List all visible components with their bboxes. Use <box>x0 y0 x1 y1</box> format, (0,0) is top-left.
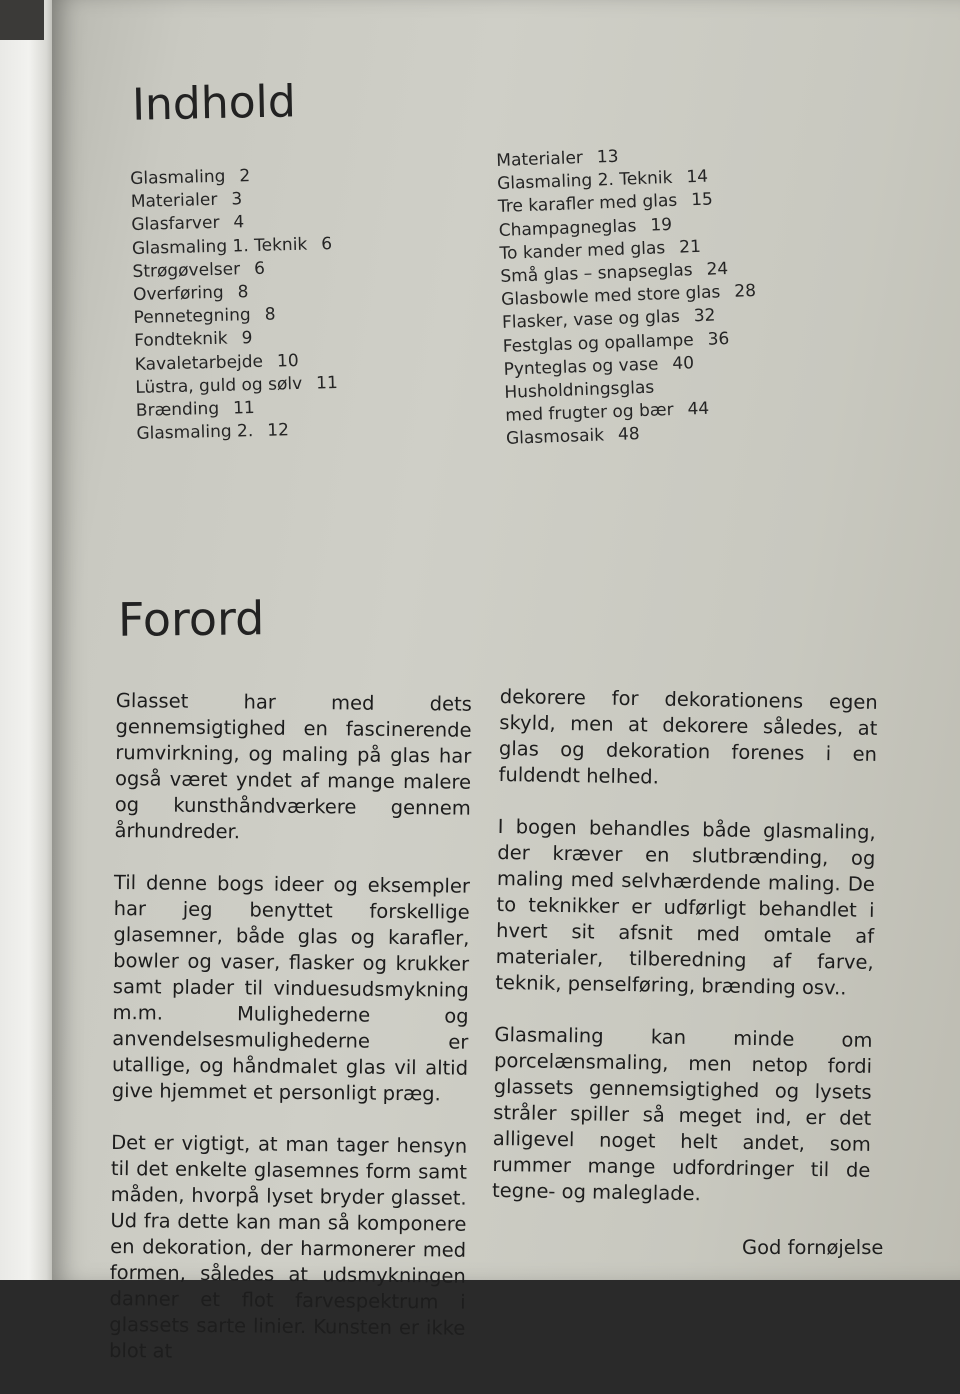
toc-entry-page: 4 <box>233 212 245 233</box>
toc-entry-label: Glasfarver <box>131 213 220 236</box>
toc-entry-page: 6 <box>321 233 333 254</box>
toc-entry-label: Strøgøvelser <box>132 259 241 282</box>
toc-entry-page: 6 <box>253 258 266 279</box>
toc-entry-page: 28 <box>734 281 757 302</box>
toc-entry-page: 15 <box>690 189 714 211</box>
toc-entry-page: 19 <box>650 214 673 236</box>
toc-entry-label: Tre karafler med glas <box>497 191 678 218</box>
toc-entry-label: Festglas og opallampe <box>502 329 694 357</box>
toc-entry-page: 11 <box>232 397 255 419</box>
toc-entry <box>132 233 335 261</box>
toc-entry-label: Materialer <box>496 147 584 171</box>
toc-entry-page: 21 <box>678 236 702 258</box>
background-corner <box>0 0 44 40</box>
toc-entry-label: Flasker, vase og glas <box>501 307 681 334</box>
preface-signoff: God fornøjelse <box>742 1236 884 1259</box>
toc-entry <box>136 418 339 446</box>
toc-entry-label: Glasmaling 1. Teknik <box>131 234 308 259</box>
toc-entry-page: 13 <box>596 146 619 168</box>
toc-entry-page: 40 <box>672 352 695 374</box>
toc-list-left <box>130 163 339 446</box>
toc-entry-label: Kavaletarbejde <box>134 351 264 375</box>
toc-entry-page <box>668 377 669 397</box>
preface-title: Forord <box>117 591 265 647</box>
toc-entry-label: Glasmaling <box>130 166 226 189</box>
preface-paragraph: Til denne bogs ideer og eksempler har jeg benyttet forskellige glasemner, både glas og karafler, bowler og vaser, flasker og krukker samt plader til vinduesudsmykning m.m. Mulighederne og anvendelsesmulighederne er utallige, og håndmalet glas vil altid give hjemmet et personligt præg. <box>111 870 471 1106</box>
toc-entry-page: 44 <box>687 398 710 420</box>
toc-entry-label: Overføring <box>132 282 224 305</box>
toc-entry-label: Fondteknik <box>133 328 228 352</box>
preface-paragraph: dekorere for dekorationens egen skyld, men at dekorere således, at glas og dekoration forenes i en fuldendt helhed. <box>498 684 878 789</box>
toc-entry-page: 2 <box>239 166 251 187</box>
toc-entry <box>135 372 338 400</box>
toc-entry-label: Lüstra, guld og sølv <box>135 373 303 398</box>
toc-entry-page: 8 <box>264 304 276 325</box>
toc-list-right <box>496 141 761 451</box>
toc-entry-label: med frugter og bær <box>504 400 674 426</box>
toc-entry-page: 24 <box>706 258 729 280</box>
toc-entry-page: 11 <box>315 372 339 394</box>
preface-paragraph: Det er vigtigt, at man tager hensyn til det enkelte glasemnes form samt måden, hvorpå lyset bryder glasset. Ud fra dette kan man så komponere en dekoration, der harmonerer med formen, således at udsmykningen danner et flot farvespektrum i glassets sarte linier. Kunsten er ikke blot at <box>108 1130 468 1363</box>
toc-entry-label: Husholdningsglas <box>504 377 655 403</box>
toc-entry-page: 48 <box>617 424 640 446</box>
preface-paragraph: Glasset har med dets gennemsigtighed en fascinerende rumvirkning, og maling på glas har også været yndet af mange malere og kunsthåndværkere gennem århundreder. <box>114 688 472 844</box>
toc-entry-page: 10 <box>276 350 299 371</box>
toc-entry-label: Pennetegning <box>133 305 251 329</box>
toc-entry-page: 3 <box>231 189 243 210</box>
toc-entry-page: 8 <box>237 282 249 303</box>
toc-title: Indhold <box>131 76 297 131</box>
toc-entry-label: To kander med glas <box>499 237 666 264</box>
toc-entry-page: 12 <box>267 420 290 441</box>
preface-paragraph: Glasmaling kan minde om porcelænsmaling, men netop fordi glassets gennemsigtighed og lysets stråler spiller så meget ind, er det alligevel noget helt andet, som rummer mange udfordringer til de tegne- og maleglade. <box>491 1022 873 1206</box>
toc-entry-label: Glasmaling 2. <box>136 421 254 444</box>
toc-entry-page: 14 <box>686 166 709 188</box>
toc-entry-label: Glasbowle med store glas <box>500 282 721 311</box>
left-page-edge <box>0 0 58 1280</box>
toc-entry-label: Små glas – snapseglas <box>500 260 693 287</box>
toc-entry-page: 36 <box>707 328 730 350</box>
toc-entry-page: 32 <box>693 305 716 327</box>
toc-entry-label: Brænding <box>135 398 220 421</box>
toc-entry-label: Pynteglas og vase <box>503 354 659 380</box>
toc-entry-label: Glasmaling 2. Teknik <box>496 168 673 195</box>
toc-entry-label: Materialer <box>130 190 218 213</box>
preface-column-right <box>491 684 878 1236</box>
preface-paragraph: I bogen behandles både glasmaling, der kræver en slutbrænding, og maling med selvhærdende maling. De to teknikker er udførligt behandlet i hvert sit afsnit med omtale af materialer, tilberedning af farve, teknik, penselføring, brænding osv.. <box>495 814 876 1000</box>
toc-entry-label: Glasmosaik <box>505 425 605 450</box>
preface-column-left <box>109 688 472 1394</box>
toc-entry-label: Champagneglas <box>498 215 637 241</box>
toc-entry-page: 9 <box>241 328 253 349</box>
